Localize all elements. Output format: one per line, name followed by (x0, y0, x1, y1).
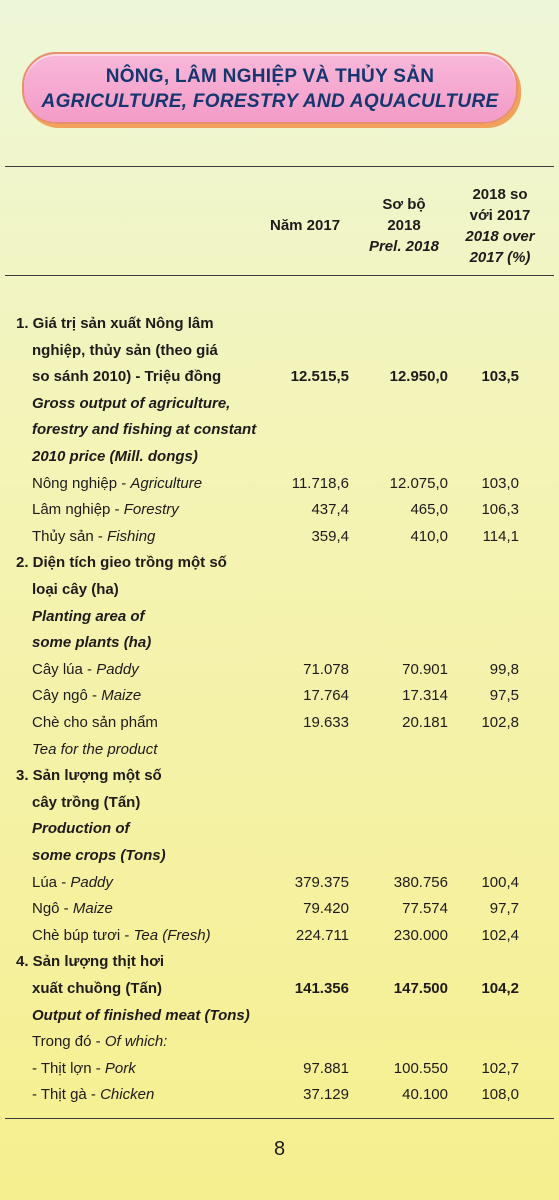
row-label-english: Paddy (70, 873, 113, 891)
table-row (0, 682, 559, 709)
row-label-text: nghiệp, thủy sản (theo giá (32, 341, 218, 359)
value-prel-2018: 17.314 (402, 687, 448, 705)
row-label (32, 603, 145, 630)
table-row (0, 1028, 559, 1055)
row-label-text: Lúa - (32, 873, 71, 891)
row-label (32, 682, 141, 709)
row-label-text: forestry and fishing at constant (32, 421, 257, 439)
row-label-text: Ngô - (32, 900, 73, 918)
value-prel-2018: 12.950,0 (389, 368, 448, 386)
value-ratio-percent: 100,4 (481, 873, 519, 891)
value-2017: 37.129 (303, 1086, 349, 1104)
value-2017: 379.375 (294, 873, 349, 891)
table-row (0, 922, 559, 949)
value-2017: 79.420 (303, 900, 349, 918)
value-ratio-percent: 106,3 (481, 501, 519, 519)
row-label-english: Forestry (123, 501, 179, 519)
row-label (32, 1055, 136, 1082)
row-label (32, 842, 166, 869)
table-row (0, 603, 559, 630)
table-row (0, 1002, 559, 1029)
banner-title-en: AGRICULTURE, FORESTRY AND AQUACULTURE (41, 91, 499, 112)
row-label (32, 895, 113, 922)
row-label-english: Of which: (104, 1033, 168, 1051)
row-label-text: - Thịt lợn - (32, 1059, 105, 1077)
row-label-english: Fishing (107, 527, 156, 545)
row-label-text: 4. Sản lượng thịt hơi (16, 953, 165, 971)
row-label (32, 922, 211, 949)
row-label (32, 363, 221, 390)
value-prel-2018: 100.550 (393, 1059, 448, 1077)
table-row (0, 815, 559, 842)
row-label (16, 310, 214, 337)
table-row (0, 736, 559, 763)
row-label (32, 523, 155, 550)
value-2017: 71.078 (303, 660, 349, 678)
row-label (32, 656, 139, 683)
value-2017: 12.515,5 (290, 368, 349, 386)
table-row (0, 948, 559, 975)
row-label (32, 416, 256, 443)
row-label-english: Maize (72, 900, 113, 918)
row-label-text: Cây ngô - (32, 687, 102, 705)
value-ratio-percent: 103,0 (481, 474, 519, 492)
table-row (0, 709, 559, 736)
row-label (32, 975, 162, 1002)
table-row (0, 869, 559, 896)
value-prel-2018: 465,0 (410, 501, 448, 519)
row-label (32, 390, 230, 417)
row-label (32, 869, 113, 896)
table-bottom-rule (5, 1118, 554, 1119)
value-2017: 437,4 (311, 501, 349, 519)
table-row (0, 523, 559, 550)
row-label-text: so sánh 2010) - Triệu đồng (32, 368, 222, 386)
header-col2-line1: Sơ bộ (382, 196, 426, 213)
row-label-text: some plants (ha) (32, 634, 152, 652)
row-label-text: - Thịt gà - (32, 1086, 101, 1104)
row-label-text: cây trồng (Tấn) (32, 793, 141, 811)
value-prel-2018: 77.574 (402, 900, 448, 918)
row-label (32, 736, 157, 763)
row-label (32, 709, 158, 736)
table-row (0, 895, 559, 922)
table-row (0, 363, 559, 390)
value-ratio-percent: 97,5 (489, 687, 519, 705)
value-2017: 17.764 (303, 687, 349, 705)
table-row (0, 789, 559, 816)
table-row (0, 656, 559, 683)
table-row (0, 1081, 559, 1108)
table-row (0, 549, 559, 576)
row-label (32, 815, 130, 842)
table-row (0, 762, 559, 789)
row-label-text: 3. Sản lượng một số (16, 767, 162, 785)
value-prel-2018: 40.100 (402, 1086, 448, 1104)
row-label (32, 576, 119, 603)
table-row (0, 390, 559, 417)
table-row (0, 576, 559, 603)
header-col2-line3: Prel. 2018 (368, 238, 440, 255)
row-label-text: Gross output of agriculture, (32, 394, 231, 412)
row-label (16, 762, 162, 789)
table-row (0, 416, 559, 443)
header-col2-line2: 2018 (387, 217, 421, 234)
row-label (32, 337, 218, 364)
value-ratio-percent: 102,7 (481, 1059, 519, 1077)
table-row (0, 1055, 559, 1082)
row-label-text: Chè búp tươi - (32, 926, 134, 944)
table-row (0, 629, 559, 656)
header-col3-line1: 2018 so (472, 186, 528, 203)
table-row (0, 443, 559, 470)
row-label (32, 789, 140, 816)
row-label-text: Nông nghiệp - (32, 474, 131, 492)
row-label-text: Lâm nghiệp - (32, 501, 124, 519)
value-2017: 359,4 (311, 527, 349, 545)
row-label-text: 2. Diện tích gieo trồng một số (16, 554, 227, 572)
table-row (0, 470, 559, 497)
table-row (0, 975, 559, 1002)
row-label-english: Paddy (96, 660, 139, 678)
row-label-text: Cây lúa - (32, 660, 97, 678)
row-label-english: Agriculture (130, 474, 203, 492)
row-label-text: Planting area of (32, 607, 145, 625)
table-row (0, 310, 559, 337)
value-ratio-percent: 99,8 (489, 660, 519, 678)
table-row (0, 842, 559, 869)
header-col3-line3: 2018 over (465, 228, 535, 245)
value-ratio-percent: 102,8 (481, 714, 519, 731)
row-label (32, 496, 179, 523)
value-prel-2018: 20.181 (402, 714, 448, 731)
value-2017: 141.356 (294, 980, 349, 997)
row-label-text: Tea for the product (32, 740, 158, 758)
row-label-text: loại cây (ha) (32, 581, 119, 598)
value-prel-2018: 12.075,0 (389, 474, 448, 492)
row-label-english: Chicken (100, 1086, 155, 1104)
value-2017: 19.633 (303, 714, 349, 731)
value-ratio-percent: 97,7 (489, 900, 519, 918)
row-label (32, 1081, 154, 1108)
row-label (16, 549, 227, 576)
value-ratio-percent: 103,5 (481, 368, 519, 386)
row-label-english: Maize (101, 687, 142, 705)
row-label-text: 1. Giá trị sản xuất Nông lâm (16, 315, 214, 332)
page-number: 8 (273, 1138, 286, 1160)
value-prel-2018: 70.901 (402, 660, 448, 678)
row-label-text: xuất chuồng (Tấn) (32, 980, 162, 997)
row-label-text: some crops (Tons) (32, 847, 166, 864)
row-label-english: Pork (104, 1059, 136, 1077)
row-label (32, 470, 202, 497)
row-label (16, 948, 164, 975)
row-label-text: Production of (32, 820, 130, 838)
row-label-text: Chè cho sản phẩm (32, 714, 158, 731)
row-label-text: Thủy sản - (32, 527, 108, 545)
row-label (32, 629, 151, 656)
table-row (0, 337, 559, 364)
row-label-english: Tea (Fresh) (133, 926, 211, 944)
value-2017: 11.718,6 (291, 474, 349, 492)
value-ratio-percent: 102,4 (481, 926, 519, 944)
row-label-text: Output of finished meat (Tons) (32, 1006, 250, 1024)
header-col1-label: Năm 2017 (270, 217, 341, 234)
row-label-text: Trong đó - (32, 1033, 105, 1051)
row-label (32, 1028, 167, 1055)
row-label-text: 2010 price (Mill. dongs) (32, 448, 198, 465)
value-prel-2018: 380.756 (393, 873, 448, 891)
value-ratio-percent: 108,0 (481, 1086, 519, 1104)
value-2017: 97.881 (303, 1059, 349, 1077)
value-prel-2018: 410,0 (410, 527, 448, 545)
value-ratio-percent: 104,2 (481, 980, 519, 997)
value-prel-2018: 147.500 (393, 980, 448, 997)
banner-title-vi: NÔNG, LÂM NGHIỆP VÀ THỦY SẢN (105, 66, 435, 87)
row-label (32, 443, 198, 470)
header-col3-line4: 2017 (%) (469, 249, 531, 266)
table-row (0, 496, 559, 523)
value-2017: 224.711 (295, 926, 349, 944)
value-prel-2018: 230.000 (393, 926, 448, 944)
value-ratio-percent: 114,1 (482, 527, 519, 545)
header-col3-line2: với 2017 (469, 207, 531, 224)
row-label (32, 1002, 250, 1029)
